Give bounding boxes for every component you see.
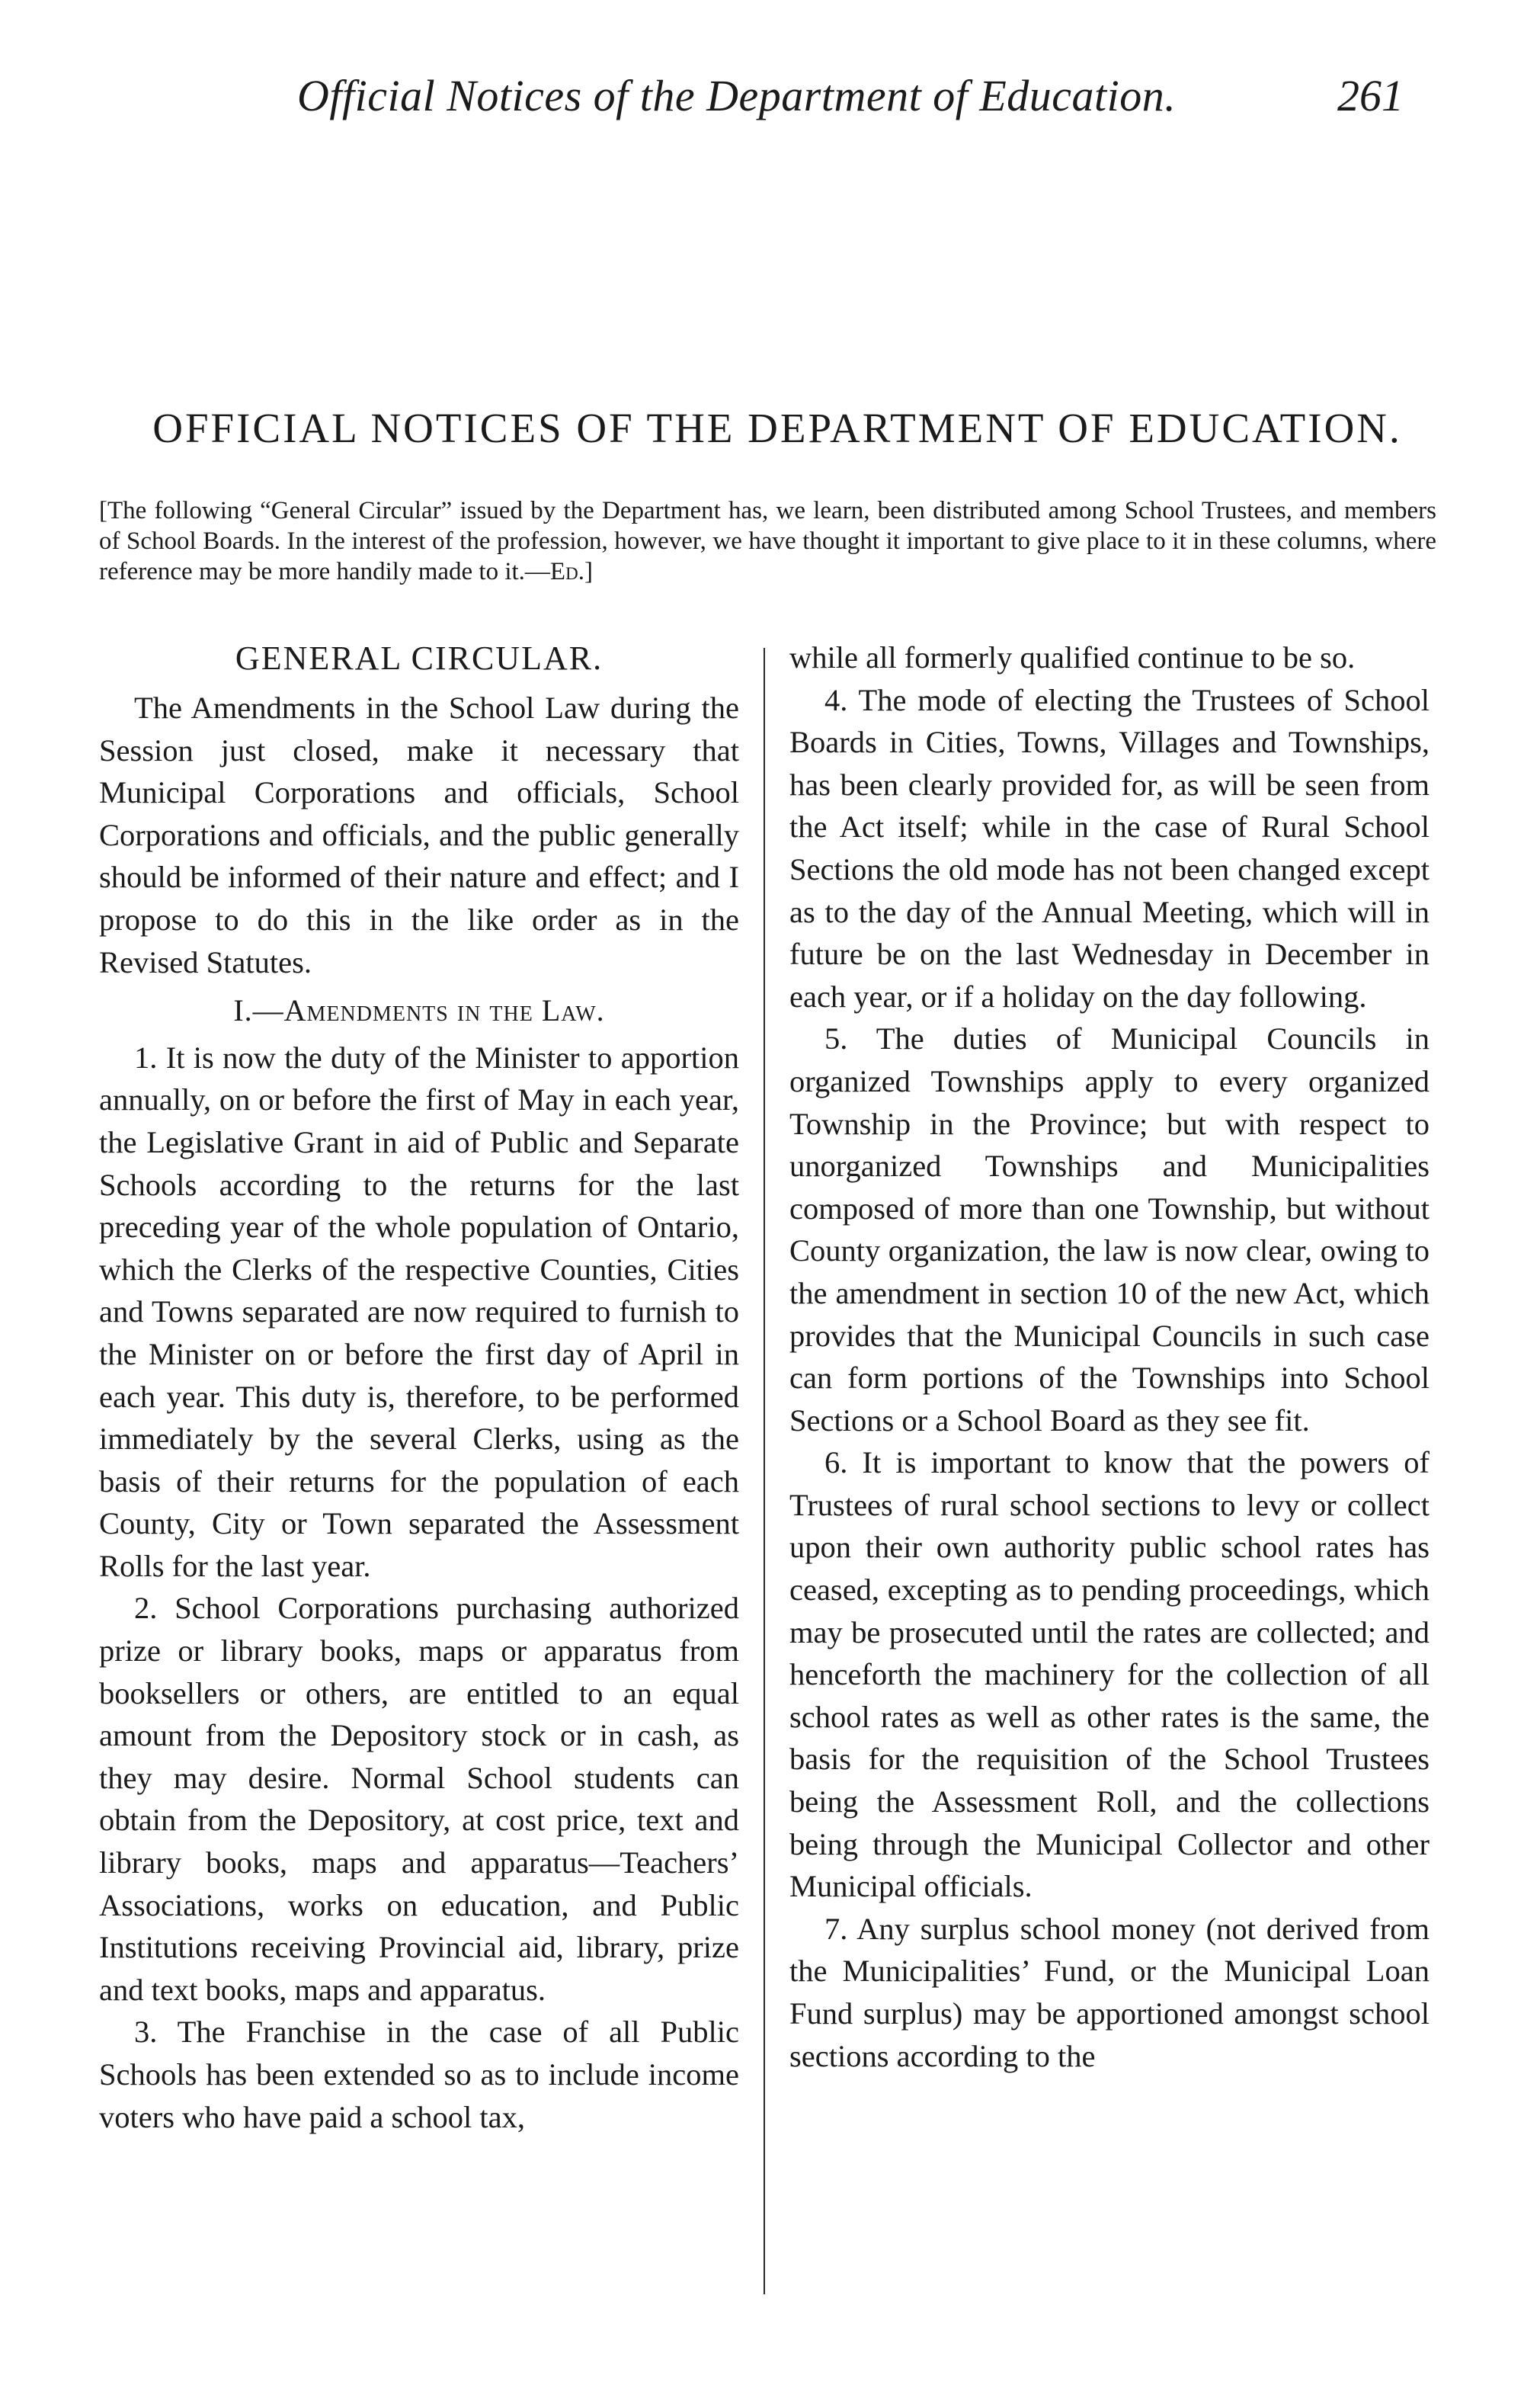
item-3-continued: while all formerly qualified continue to be so. — [789, 640, 1356, 675]
item-6: 6. It is important to know that the powers of Trustees of rural school sections to levy or collect upon their own authority public school rates has ceased, excepting as to pending proceedings, which may be prosecuted until the rates are collected; and henceforth the machinery for the collection of all school rates as well as other rates is the same, the basis for the requisition of the School Trustees being the Assessment Roll, and the collections being through the Municipal Collector and other Municipal officials. — [789, 1445, 1430, 1904]
running-head — [0, 70, 1540, 131]
page-number: 261 — [1337, 71, 1404, 120]
item-7: 7. Any surplus school money (not derived from the Municipalities’ Fund, or the Municipal Loan Fund surplus) may be apportioned amongst school sections according to the — [789, 1911, 1430, 2073]
right-column — [789, 636, 1430, 2077]
editor-note — [99, 495, 1436, 587]
left-column — [99, 636, 739, 2138]
column-divider — [764, 648, 765, 2294]
editor-signature: —Ed.] — [524, 558, 593, 585]
circular-title: GENERAL CIRCULAR. — [235, 640, 604, 677]
item-5: 5. The duties of Municipal Councils in organized Townships apply to every organized Township in the Province; but with respect to unorganized Townships and Municipalities composed of more than one Township, but without County organization, the law is now clear, owing to the amendment in section 10 of the new Act, which provides that the Municipal Councils in such case can form portions of the Townships into School Sections or a School Board as they see fit. — [789, 1021, 1430, 1438]
circular-intro: The Amendments in the School Law during the Session just closed, make it necessary that Municipal Corporations and officials, School Corporations and officials, and the public generally should be informed of their nature and effect; and I propose to do this in the like order as in the Revised Statutes. — [99, 691, 739, 979]
item-4: 4. The mode of electing the Trustees of School Boards in Cities, Towns, Villages and Townships, has been clearly provided for, as will be seen from the Act itself; while in the case of Rural School Sections the old mode has not been changed except as to the day of the Annual Meeting, which will in future be on the last Wednesday in December in each year, or if a holiday on the day following. — [789, 682, 1430, 1014]
item-3: 3. The Franchise in the case of all Public Schools has been extended so as to include income voters who have paid a school tax, — [99, 2015, 739, 2134]
item-2: 2. School Corporations purchasing authorized prize or library books, maps or apparatus from booksellers or others, are entitled to an equal amount from the Depository stock or in cash, as they may desire. Normal School students can obtain from the Depository, at cost price, text and library books, maps and apparatus—Teachers’ Associations, works on education, and Public Institutions receiving Provincial aid, library, prize and text books, maps and apparatus. — [99, 1591, 739, 2007]
editor-note-text: [The following “General Circular” issued by the Department has, we learn, been distributed among School Trustees, and members of School Boards. In the interest of the profession, however, we have thought it important to give place to it in these columns, where reference may be more handily made to it. — [99, 497, 1436, 585]
running-title: Official Notices of the Department of Education. — [297, 71, 1177, 120]
main-heading: OFFICIAL NOTICES OF THE DEPARTMENT OF EDUCATION. — [152, 405, 1402, 451]
item-1: 1. It is now the duty of the Minister to apportion annually, on or before the first of May in each year, the Legislative Grant in aid of Public and Separate Schools according to the returns for the last preceding year of the whole population of Ontario, which the Clerks of the respective Counties, Cities and Towns separated are now required to furnish to the Minister on or before the first day of April in each year. This duty is, therefore, to be performed immediately by the several Clerks, using as the basis of their returns for the population of each County, City or Town separated the Assessment Rolls for the last year. — [99, 1040, 739, 1583]
section-heading: I.—Amendments in the Law. — [233, 993, 605, 1028]
